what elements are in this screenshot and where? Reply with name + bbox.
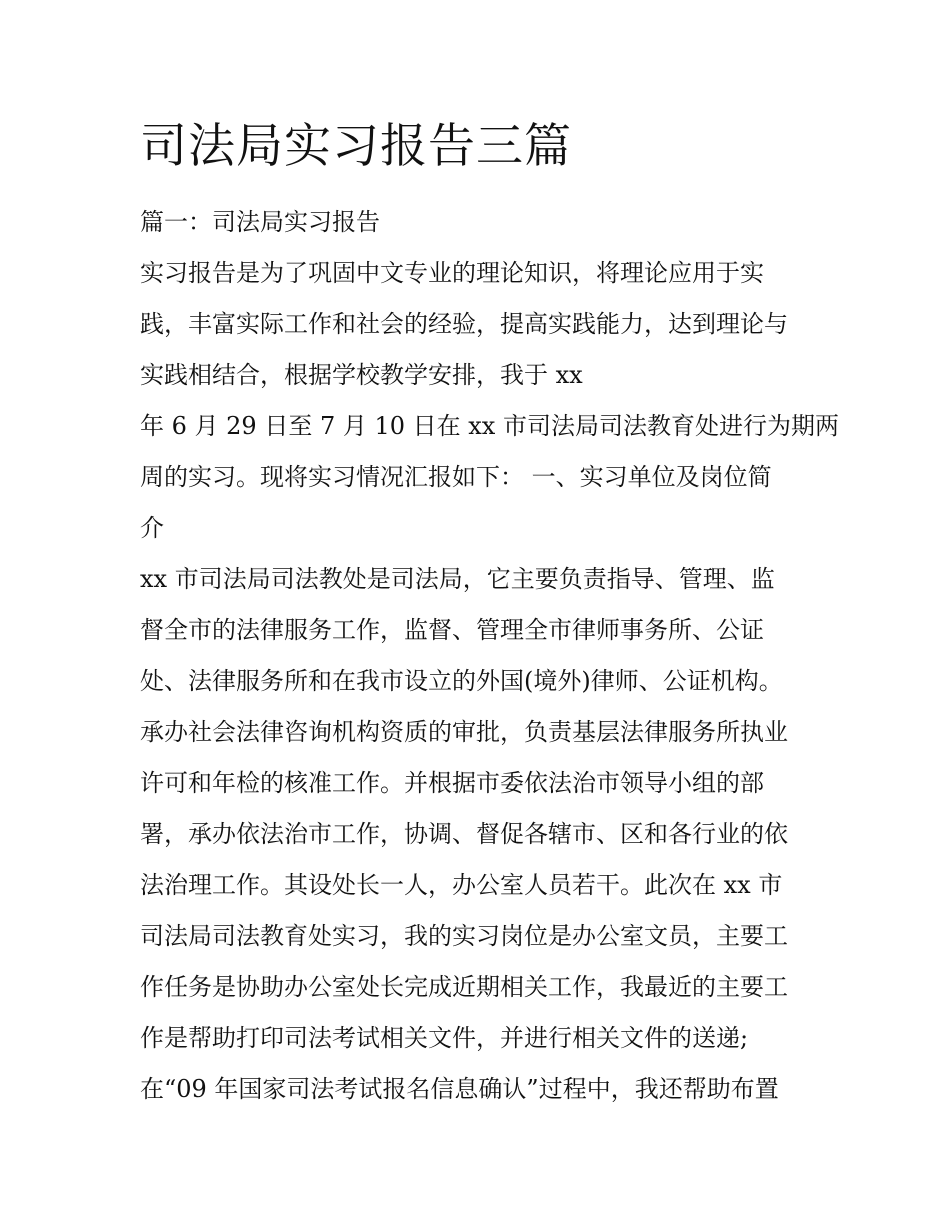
body-line: 作是帮助打印司法考试相关文件，并进行相关文件的送递; <box>140 1024 749 1052</box>
body-line: 在“09 年国家司法考试报名信息确认”过程中，我还帮助布置 <box>140 1075 779 1103</box>
body-line: 作任务是协助办公室处长完成近期相关工作，我最近的主要工 <box>140 973 788 1001</box>
section-heading: 篇一：司法局实习报告 <box>140 208 380 236</box>
body-line: 实习报告是为了巩固中文专业的理论知识，将理论应用于实 <box>140 259 764 287</box>
body-line: 许可和年检的核准工作。并根据市委依法治市领导小组的部 <box>140 769 764 797</box>
body-line: 承办社会法律咨询机构资质的审批，负责基层法律服务所执业 <box>140 718 788 746</box>
document-title: 司法局实习报告三篇 <box>140 119 572 174</box>
body-line: 实践相结合，根据学校教学安排，我于 xx <box>140 361 583 389</box>
body-line: 署，承办依法治市工作，协调、督促各辖市、区和各行业的依 <box>140 820 788 848</box>
body-line: 践，丰富实际工作和社会的经验，提高实践能力，达到理论与 <box>140 310 788 338</box>
body-line: 处、法律服务所和在我市设立的外国(境外)律师、公证机构。 <box>140 667 783 695</box>
body-line: 督全市的法律服务工作，监督、管理全市律师事务所、公证 <box>140 616 764 644</box>
body-line: 周的实习。现将实习情况汇报如下： 一、实习单位及岗位简 <box>140 463 772 491</box>
body-line: 年 6 月 29 日至 7 月 10 日在 xx 市司法局司法教育处进行为期两 <box>140 412 839 440</box>
body-line: 介 <box>140 514 164 542</box>
body-line: 法治理工作。其设处长一人，办公室人员若干。此次在 xx 市 <box>140 871 783 899</box>
body-line: xx 市司法局司法教处是司法局，它主要负责指导、管理、监 <box>140 565 775 593</box>
body-line: 司法局司法教育处实习，我的实习岗位是办公室文员，主要工 <box>140 922 788 950</box>
